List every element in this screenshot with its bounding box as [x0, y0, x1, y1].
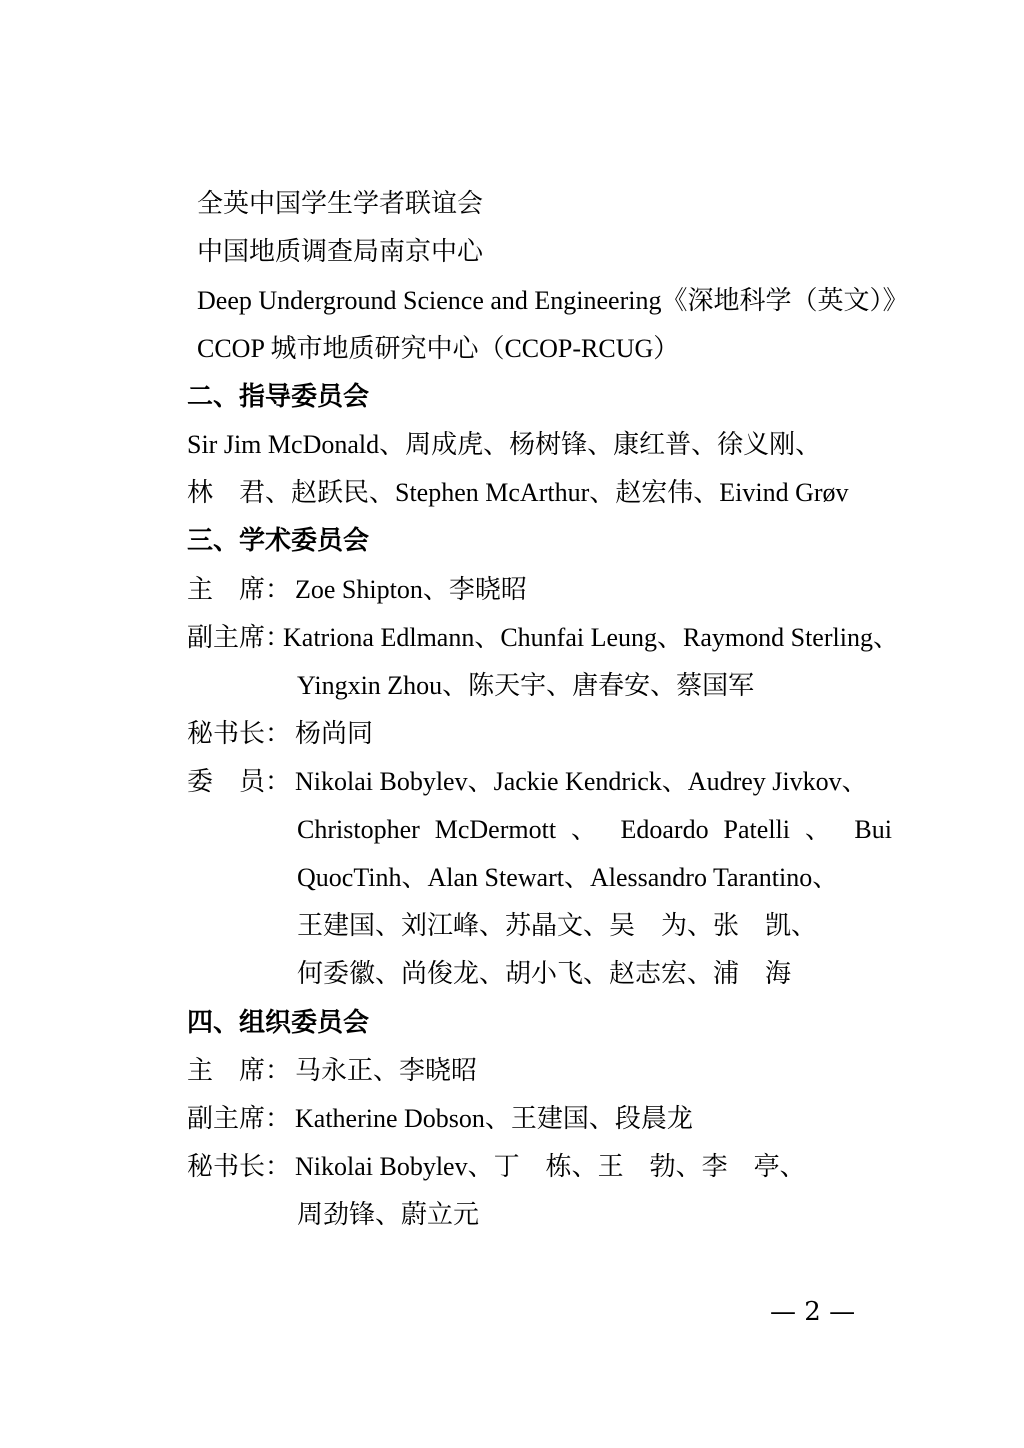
academic-chair-value: Zoe Shipton、李晓昭 — [295, 575, 527, 604]
academic-secretary-label: 秘书长： — [187, 719, 292, 748]
organizing-committee-heading: 四、组织委员会 — [187, 1008, 370, 1038]
academic-committee-heading: 三、学术委员会 — [187, 526, 370, 556]
guidance-committee-heading: 二、指导委员会 — [187, 382, 370, 412]
page-number: — 2 — — [770, 1297, 856, 1327]
academic-vice-chair-line-2: Yingxin Zhou、陈天宇、唐春安、蔡国军 — [297, 671, 755, 700]
organizing-vice-chair-label: 副主席： — [187, 1104, 292, 1133]
organizing-secretary-row — [187, 1143, 806, 1191]
academic-secretary-row — [187, 710, 373, 758]
academic-members-line-4: 王建国、刘江峰、苏晶文、吴 为、张 凯、 — [297, 911, 818, 941]
academic-chair-label: 主 席： — [187, 575, 292, 604]
organizing-secretary-line-2: 周劲锋、蔚立元 — [297, 1200, 480, 1230]
academic-members-line-5: 何委徽、尚俊龙、胡小飞、赵志宏、浦 海 — [297, 959, 792, 989]
academic-secretary-value: 杨尚同 — [295, 719, 374, 748]
academic-vice-chair-label: 副主席： — [187, 623, 292, 652]
academic-vice-chair-row — [187, 614, 899, 662]
academic-members-line-3: QuocTinh、Alan Stewart、Alessandro Tarantino、 — [297, 863, 839, 892]
organizing-secretary-line-1: Nikolai Bobylev、丁 栋、王 勃、李 亭、 — [295, 1152, 806, 1181]
academic-members-line-1: Nikolai Bobylev、Jackie Kendrick、Audrey Jivkov、 — [295, 767, 868, 796]
organizing-vice-chair-row — [187, 1095, 693, 1143]
academic-members-label: 委 员： — [187, 767, 292, 796]
organizing-chair-label: 主 席： — [187, 1056, 292, 1085]
academic-members-line-2: Christopher McDermott 、 Edoardo Patelli 、 Bui — [297, 815, 892, 844]
organizer-3: Deep Underground Science and Engineering《深地科学（英文）》 — [197, 286, 909, 315]
organizing-chair-value: 马永正、李晓昭 — [295, 1056, 478, 1085]
organizing-secretary-label: 秘书长： — [187, 1152, 292, 1181]
guidance-committee-line-2: 林 君、赵跃民、Stephen McArthur、赵宏伟、Eivind Grøv — [187, 478, 849, 507]
organizer-1: 全英中国学生学者联谊会 — [197, 189, 484, 219]
guidance-committee-line-1: Sir Jim McDonald、周成虎、杨树锋、康红普、徐义刚、 — [187, 430, 822, 459]
organizing-vice-chair-value: Katherine Dobson、王建国、段晨龙 — [295, 1104, 693, 1133]
organizer-4: CCOP 城市地质研究中心（CCOP-RCUG） — [197, 334, 680, 363]
organizer-2: 中国地质调查局南京中心 — [197, 237, 484, 267]
academic-chair-row — [187, 566, 527, 614]
academic-vice-chair-line-1: Katriona Edlmann、Chunfai Leung、Raymond Sterling、 — [283, 623, 899, 652]
organizing-chair-row — [187, 1047, 477, 1095]
academic-members-row — [187, 758, 868, 806]
